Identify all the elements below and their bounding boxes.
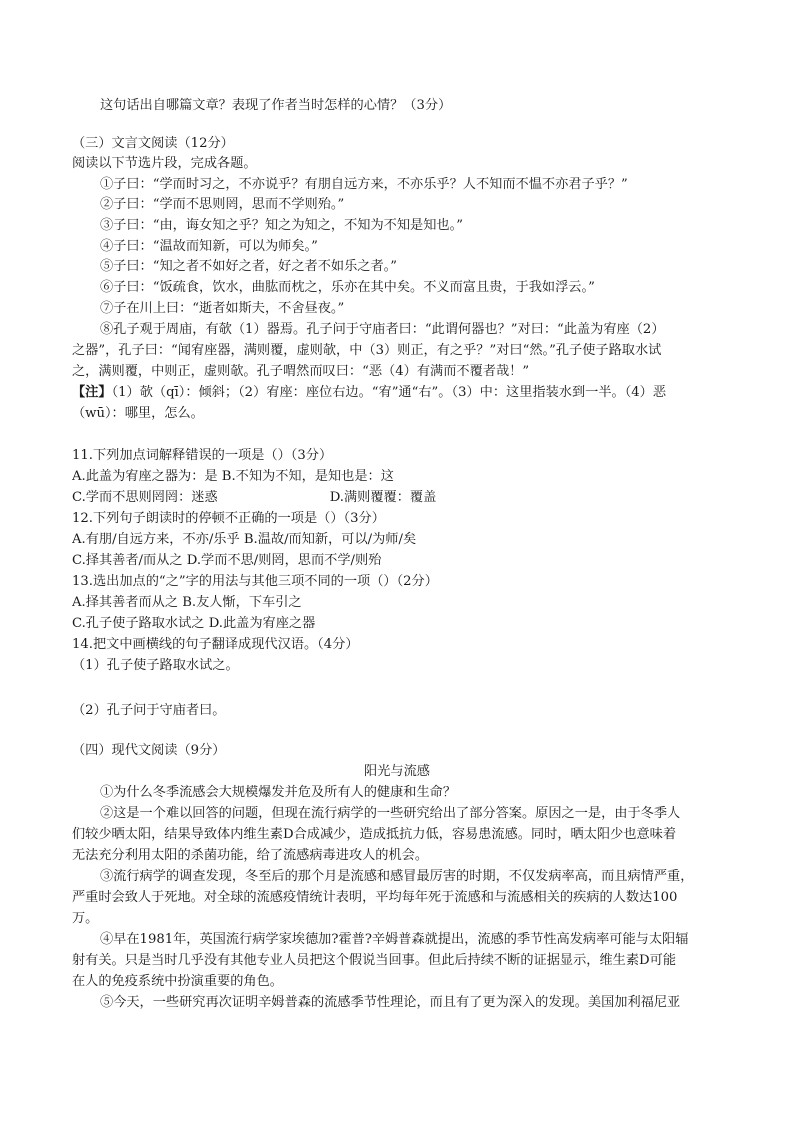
question-option: A.择其善者而从之 B.友人惭，下车引之 — [72, 595, 302, 610]
excerpt-line: ⑥子曰：“饭疏食，饮水，曲肱而枕之，乐亦在其中矣。不义而富且贵，于我如浮云。” — [100, 280, 595, 295]
excerpt-line: 之，满则覆，中则正，虚则欹。孔子喟然而叹曰：“恶（4）有满而不覆者哉！” — [72, 364, 530, 379]
article-paragraph: ②这是一个难以回答的问题，但现在流行病学的一些研究给出了部分答案。原因之一是，由于冬季人 — [100, 806, 681, 821]
article-paragraph: 在人的免疫系统中扮演重要的角色。 — [72, 974, 283, 989]
excerpt-line: ⑤子曰：“知之者不如好之者，好之者不如乐之者。” — [100, 259, 398, 274]
sub-question: （1）孔子使子路取水试之。 — [72, 658, 239, 673]
question-14: 14.把文中画横线的句子翻译成现代汉语。（4分） — [72, 637, 359, 652]
question-option: A.有朋/自远方来，不亦/乐乎 B.温故/而知新，可以/为师/矣 — [72, 532, 417, 547]
question-line: 这句话出自哪篇文章？表现了作者当时怎样的心情？（3分） — [100, 98, 452, 113]
article-paragraph: ③流行病学的调查发现，冬至后的那个月是流感和感冒最厉害的时期，不仅发病率高，而且病情严重， — [100, 869, 694, 884]
note-text: （1）欹（qī）：倾斜；（2）宥座：座位右边。“宥”通“右”。（3）中：这里指装水到一半。（4）恶 — [111, 385, 667, 400]
option-d: D.满则覆覆：覆盖 — [329, 490, 437, 505]
article-paragraph: ④早在1981年，英国流行病学家埃德加?霍普?辛姆普森就提出，流感的季节性高发病率可能与太阳辐 — [100, 932, 689, 947]
question-13: 13.选出加点的“之”字的用法与其他三项不同的一项（）（2分） — [72, 574, 438, 589]
instruction-line: 阅读以下节选片段，完成各题。 — [72, 156, 257, 171]
article-paragraph: 无法充分利用太阳的杀菌功能，给了流感病毒进攻人的机会。 — [72, 848, 429, 863]
note-line: （wū）：哪里，怎么。 — [72, 406, 204, 421]
article-title: 阳光与流感 — [364, 764, 430, 779]
excerpt-line: ⑧孔子观于周庙，有欹（1）器焉。孔子问于守庙者曰：“此谓何器也？”对曰：“此盖为宥座（2） — [100, 322, 665, 337]
excerpt-line: ①子曰：“学而时习之，不亦说乎？有朋自远方来，不亦乐乎？人不知而不愠不亦君子乎？” — [100, 177, 628, 192]
article-paragraph: ⑤今天，一些研究再次证明辛姆普森的流感季节性理论，而且有了更为深入的发现。美国加利福尼亚 — [100, 995, 681, 1010]
excerpt-line: ②子曰：“学而不思则罔，思而不学则殆。” — [100, 197, 345, 212]
excerpt-line: 之器”，孔子曰：“闻宥座器，满则覆，虚则欹，中（3）则正，有之乎？”对曰“然。”孔子使子路取水试 — [72, 343, 662, 358]
article-paragraph: 万。 — [72, 911, 99, 926]
article-paragraph: 严重时会致人于死地。对全球的流感疫情统计表明，平均每年死于流感和与流感相关的疾病的人数达100 — [72, 890, 678, 905]
sub-question: （2）孔子问于守庙者曰。 — [72, 703, 226, 718]
article-paragraph: 们较少晒太阳，结果导致体内维生素D合成减少，造成抵抗力低，容易患流感。同时，晒太阳少也意味着 — [72, 827, 677, 842]
article-paragraph: ①为什么冬季流感会大规模爆发并危及所有人的健康和生命？ — [100, 785, 457, 800]
question-option: C.孔子使子路取水试之 D.此盖为宥座之器 — [72, 616, 316, 631]
note-line — [72, 383, 732, 404]
excerpt-line: ⑦子在川上曰：“逝者如斯夫，不舍昼夜。” — [100, 301, 345, 316]
excerpt-line: ④子曰：“温故而知新，可以为师矣。” — [100, 239, 318, 254]
section-heading: （三）文言文阅读（12分） — [72, 136, 234, 151]
question-11: 11.下列加点词解释错误的一项是（）（3分） — [72, 448, 333, 463]
article-paragraph: 射有关。只是当时几乎没有其他专业人员把这个假说当回事。但此后持续不断的证据显示，维生素D可能 — [72, 953, 677, 968]
question-12: 12.下列句子朗读时的停顿不正确的一项是（）（3分） — [72, 511, 385, 526]
excerpt-line: ③子曰：“由，诲女知之乎？知之为知之，不知为不知是知也。” — [100, 218, 463, 233]
question-option: C.择其善者/而从之 D.学而不思/则罔，思而不学/则殆 — [72, 553, 382, 568]
note-label: 【注】 — [72, 385, 112, 400]
question-option: A.此盖为宥座之器为：是 B.不知为不知，是知也是：这 — [72, 469, 394, 484]
question-option — [72, 488, 732, 509]
option-c: C.学而不思则罔罔：迷惑 — [72, 490, 218, 505]
section-heading: （四）现代文阅读（9分） — [72, 743, 226, 758]
